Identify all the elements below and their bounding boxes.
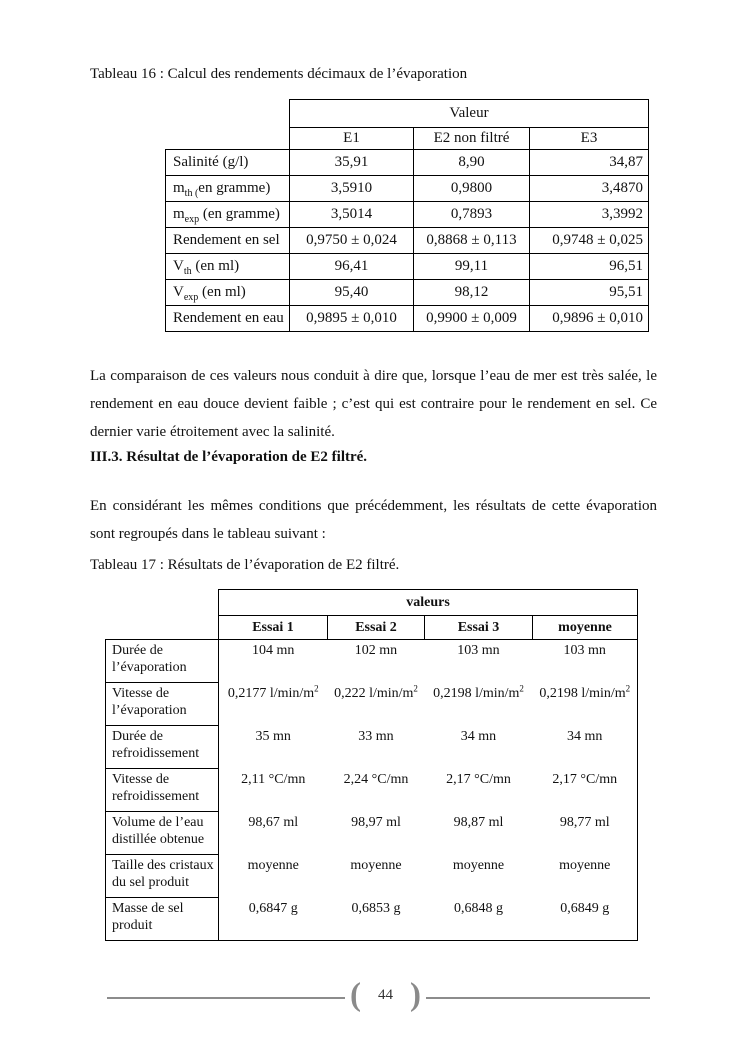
table17-cell: 98,97 ml [351, 814, 401, 830]
table16-col-header: E2 non filtré [414, 128, 530, 150]
table17-cell: 0,6847 g [219, 898, 328, 941]
table-row [106, 640, 638, 683]
table17-cell: 0,222 $l/\min/m^2$ [334, 682, 418, 701]
table17-cell: moyenne [350, 857, 402, 873]
table16-col-header: E3 [530, 128, 649, 150]
table17-col-header: Essai 1 [219, 616, 328, 640]
table17 [105, 589, 638, 941]
table17-cell: 35 mn [255, 728, 291, 744]
table16-row-label: $m_{th (}en$ gramme) [166, 176, 290, 202]
table17-cell: 34 mn [533, 726, 638, 769]
table17-cell: 0,6853 g [328, 898, 425, 941]
table17-cell: 102 mn [354, 643, 398, 658]
table16 [165, 99, 649, 332]
table17-cell: 0,2177 $l/\min/m^2$ [227, 682, 319, 701]
table17-cell: 34 mn [460, 728, 497, 744]
table16-group-header: Valeur [290, 100, 649, 128]
table-row [106, 726, 638, 769]
table17-cell: 98,67 ml [248, 814, 299, 830]
table17-row-label: Durée de l’évaporation [106, 640, 219, 683]
paragraph-conditions: En considérant les mêmes conditions que précédemment, les résultats de cette évaporation sont regroupés dans le tableau suivant : [90, 498, 657, 542]
table16-cell: 8,90 [414, 150, 530, 176]
table17-cell: 2,17 °C/mn [446, 771, 511, 787]
table16-row-label: $V_{exp}$ (en ml) [166, 280, 290, 306]
table17-row-label: Masse de sel produit [106, 898, 219, 941]
table17-caption: Tableau 17 : Résultats de l’évaporation de E2 filtré. [90, 557, 400, 573]
table17-cell: 98,77 ml [533, 812, 638, 855]
table17-row-label: Vitesse de l’évaporation [106, 683, 219, 726]
table16-cell: 0,9750 ± 0,024 [290, 228, 414, 254]
table17-cell: 104 mn [252, 643, 295, 658]
table16-cell: 98,12 [414, 280, 530, 306]
table16-cell: 95,40 [290, 280, 414, 306]
table16-cell: 99,11 [414, 254, 530, 280]
table17-cell: 0,6849 g [533, 898, 638, 941]
table16-caption: Tableau 16 : Calcul des rendements décimaux de l’évaporation [90, 66, 468, 82]
table17-group-header: valeurs [219, 590, 638, 616]
table17-col-header: Essai 2 [328, 616, 425, 640]
right-bracket-ornament: ) [410, 977, 421, 1014]
table17-cell: 98,87 ml [453, 814, 504, 830]
table16-row-label: Salinité (g/l) [166, 150, 290, 176]
table17-cell: moyenne [247, 857, 299, 873]
table16-cell: 0,9896 ± 0,010 [530, 306, 649, 332]
table17-cell: 2,17 °C/mn [533, 769, 638, 812]
table16-cell: 3,4870 [530, 176, 649, 202]
table16-cell: 0,8868 ± 0,113 [414, 228, 530, 254]
table16-row-label: Rendement en eau [166, 306, 290, 332]
table-row [166, 306, 649, 332]
table17-row-label: Volume de l’eau distillée obtenue [106, 812, 219, 855]
table16-cell: 95,51 [530, 280, 649, 306]
table16-cell: 35,91 [290, 150, 414, 176]
table17-cell: 103 mn [533, 640, 638, 683]
table16-cell: 34,87 [530, 150, 649, 176]
table16-cell: 0,9748 ± 0,025 [530, 228, 649, 254]
table16-cell: 96,41 [290, 254, 414, 280]
table17-cell: 0,6848 g [425, 898, 533, 941]
table-row [166, 202, 649, 228]
table17-cell: 2,11 °C/mn [241, 771, 306, 787]
table-row [106, 769, 638, 812]
table-row [106, 855, 638, 898]
table17-cell: 2,24 °C/mn [343, 771, 409, 787]
paragraph-comparison: La comparaison de ces valeurs nous conduit à dire que, lorsque l’eau de mer est très salée, le rendement en eau douce devient faible ; c’est qui est contraire pour le rendement en sel. Ce dernier varie étroitement avec la salinité. [90, 368, 657, 440]
table16-cell: 0,7893 [414, 202, 530, 228]
table-row [106, 812, 638, 855]
table16-group-header-row [166, 100, 649, 128]
table17-cell: moyenne [533, 855, 638, 898]
table17-stub-cell [106, 590, 219, 640]
table17-col-header: Essai 3 [425, 616, 533, 640]
table17-row-label: Taille des cristaux du sel produit [106, 855, 219, 898]
table-row [166, 280, 649, 306]
table17-cell: 0,2198 $l/\min/m^2$ [433, 682, 524, 701]
table17-row-label: Durée de refroidissement [106, 726, 219, 769]
table17-cell: moyenne [452, 857, 505, 873]
table16-col-header: E1 [290, 128, 414, 150]
table-row [166, 176, 649, 202]
table16-cell: 96,51 [530, 254, 649, 280]
table17-cell: 33 mn [358, 728, 394, 744]
table17-group-header-row [106, 590, 638, 616]
table16-cell: 3,3992 [530, 202, 649, 228]
table-row [106, 898, 638, 941]
table16-row-label: $m_{exp}$ (en gramme) [166, 202, 290, 228]
table16-cell: 3,5014 [290, 202, 414, 228]
table17-col-header: moyenne [533, 616, 638, 640]
table-row [166, 150, 649, 176]
table16-cell: 3,5910 [290, 176, 414, 202]
section-heading-iii3: III.3. Résultat de l’évaporation de E2 filtré. [90, 449, 368, 465]
table-row [166, 254, 649, 280]
table-row [106, 683, 638, 726]
footer-rule-left [107, 997, 345, 999]
table17-row-label: Vitesse de refroidissement [106, 769, 219, 812]
table16-stub-cell [166, 100, 290, 150]
page-number: 44 [378, 986, 393, 1003]
table16-row-label: $V_{th}$ (en ml) [166, 254, 290, 280]
page-footer [107, 977, 650, 1019]
left-bracket-ornament: ( [350, 977, 361, 1014]
table17-cell: 103 mn [457, 643, 500, 658]
table-row [166, 228, 649, 254]
footer-rule-right [426, 997, 650, 999]
table16-cell: 0,9895 ± 0,010 [290, 306, 414, 332]
table16-cell: 0,9800 [414, 176, 530, 202]
table17-cell: 0,2198 $l/\min/m^2$ [533, 683, 638, 726]
table16-row-label: Rendement en sel [166, 228, 290, 254]
table16-cell: 0,9900 ± 0,009 [414, 306, 530, 332]
